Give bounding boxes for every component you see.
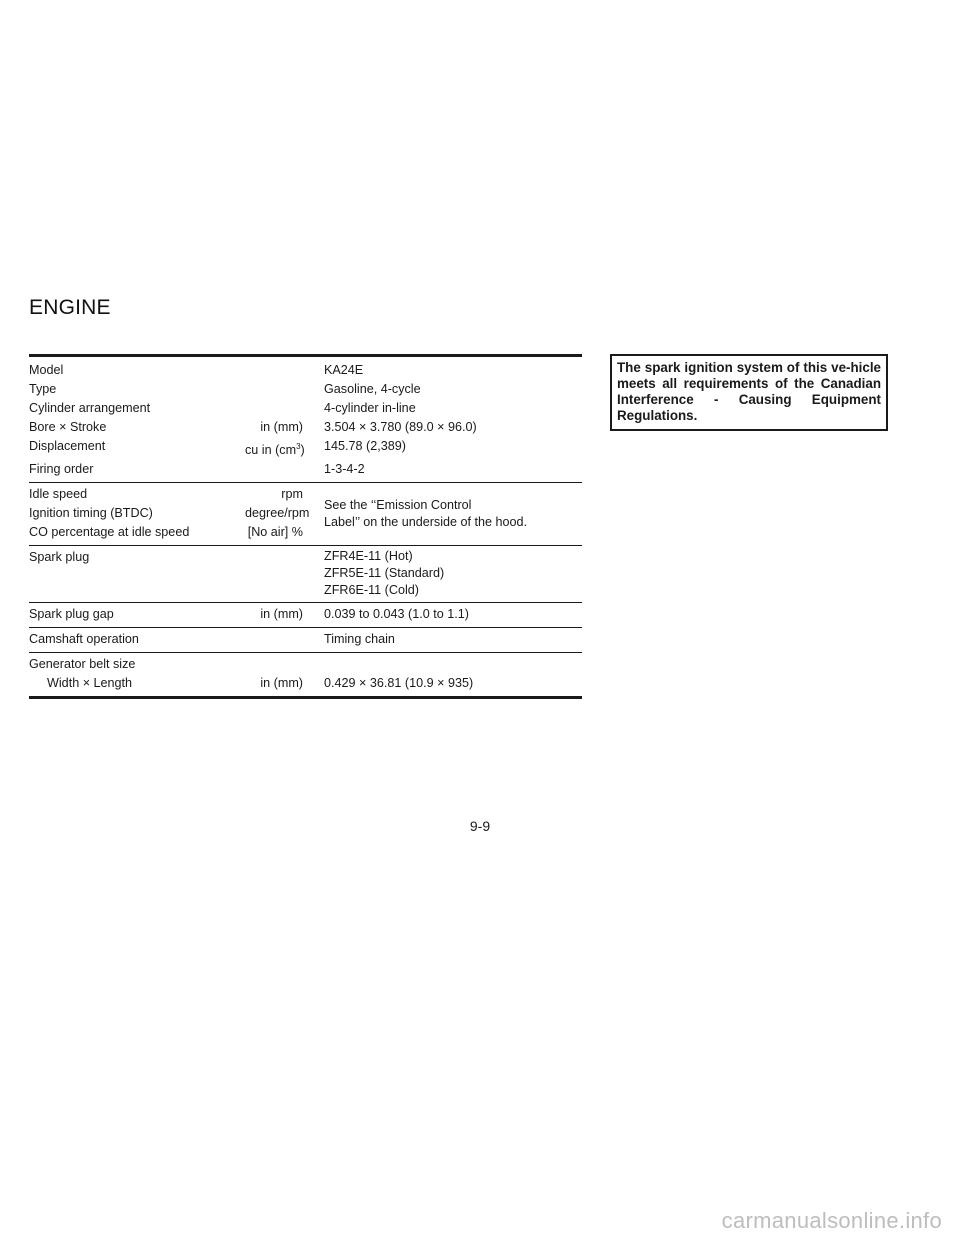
spec-row-belt-width-length: [29, 674, 582, 693]
spec-row-co-percentage: [29, 523, 303, 542]
spec-label: Spark plug: [29, 550, 90, 565]
spark-plug-standard: ZFR5E-11 (Standard): [324, 566, 445, 581]
spec-row-firing-order: [29, 460, 582, 479]
spec-label: Width × Length: [47, 676, 133, 691]
watermark: carmanualsonline.info: [721, 1208, 942, 1233]
spec-unit: in (mm): [260, 607, 303, 622]
spec-unit: in (mm): [260, 420, 303, 434]
spec-group-emission: [29, 482, 582, 545]
spec-row-bore-stroke: [29, 418, 582, 437]
spec-label: Model: [29, 363, 64, 377]
page-number: 9-9: [469, 818, 491, 834]
spec-label: Firing order: [29, 462, 94, 477]
emission-line-2: Label’’ on the underside of the hood.: [324, 514, 528, 529]
section-title: ENGINE: [29, 296, 111, 319]
unit-superscript: 3: [296, 442, 301, 451]
emission-line-1: See the ‘‘Emission Control: [324, 497, 472, 512]
spec-row-spark-plug-gap: [29, 605, 582, 624]
spec-label: Displacement: [29, 439, 106, 453]
spec-unit: rpm: [281, 487, 303, 502]
unit-prefix: cu in (cm: [245, 443, 297, 458]
spec-row-ignition-timing: [29, 504, 310, 523]
spec-label: Camshaft operation: [29, 632, 139, 647]
spec-value: [324, 548, 582, 599]
spec-value: Gasoline, 4-cycle: [324, 382, 421, 396]
spec-row-cylinder-arrangement: [29, 399, 582, 418]
spec-unit: [No air] %: [247, 525, 303, 540]
spark-plug-hot: ZFR4E-11 (Hot): [324, 549, 413, 564]
spec-value: 3.504 × 3.780 (89.0 × 96.0): [324, 420, 477, 434]
spec-group-spark-plug: [29, 545, 582, 602]
spec-label: Ignition timing (BTDC): [29, 506, 153, 521]
spark-plug-cold: ZFR6E-11 (Cold): [324, 583, 419, 598]
spec-unit: degree/rpm: [245, 506, 310, 521]
spec-row-idle-speed: [29, 485, 303, 504]
emission-value: [324, 497, 582, 531]
spec-row-belt-size: [29, 655, 582, 674]
unit-suffix: ): [300, 443, 305, 458]
spec-value: KA24E: [324, 363, 364, 377]
spec-value: 0.039 to 0.043 (1.0 to 1.1): [324, 607, 469, 622]
spec-value: 0.429 × 36.81 (10.9 × 935): [324, 676, 474, 691]
spec-label: Bore × Stroke: [29, 420, 107, 434]
spec-value: 1-3-4-2: [324, 462, 365, 477]
canadian-regulation-note: The spark ignition system of this ve-hicle meets all requirements of the Canadian Interference - Causing Equipment Regulations.: [610, 354, 888, 431]
spec-row-model: [29, 361, 582, 380]
spec-label: Type: [29, 382, 57, 396]
spec-unit: [245, 437, 303, 460]
spec-label: Spark plug gap: [29, 607, 114, 622]
spec-label: CO percentage at idle speed: [29, 525, 190, 540]
spec-group-belt: [29, 652, 582, 696]
spec-row-type: [29, 380, 582, 399]
engine-spec-table: [29, 354, 582, 699]
emission-labels: [29, 485, 310, 542]
spec-group-camshaft: [29, 627, 582, 652]
spec-label: Generator belt size: [29, 657, 136, 672]
spec-value: Timing chain: [324, 632, 395, 647]
spec-value: 4-cylinder in-line: [324, 401, 416, 415]
spec-group-basic: [29, 357, 582, 482]
spec-row-camshaft: [29, 630, 582, 649]
spec-group-spark-plug-gap: [29, 602, 582, 627]
spec-row-spark-plug: [29, 548, 582, 599]
spec-label: Cylinder arrangement: [29, 401, 151, 415]
spec-value: 145.78 (2,389): [324, 439, 406, 453]
spec-unit: in (mm): [260, 676, 303, 691]
spec-label: Idle speed: [29, 487, 88, 502]
spec-row-displacement: [29, 437, 582, 460]
